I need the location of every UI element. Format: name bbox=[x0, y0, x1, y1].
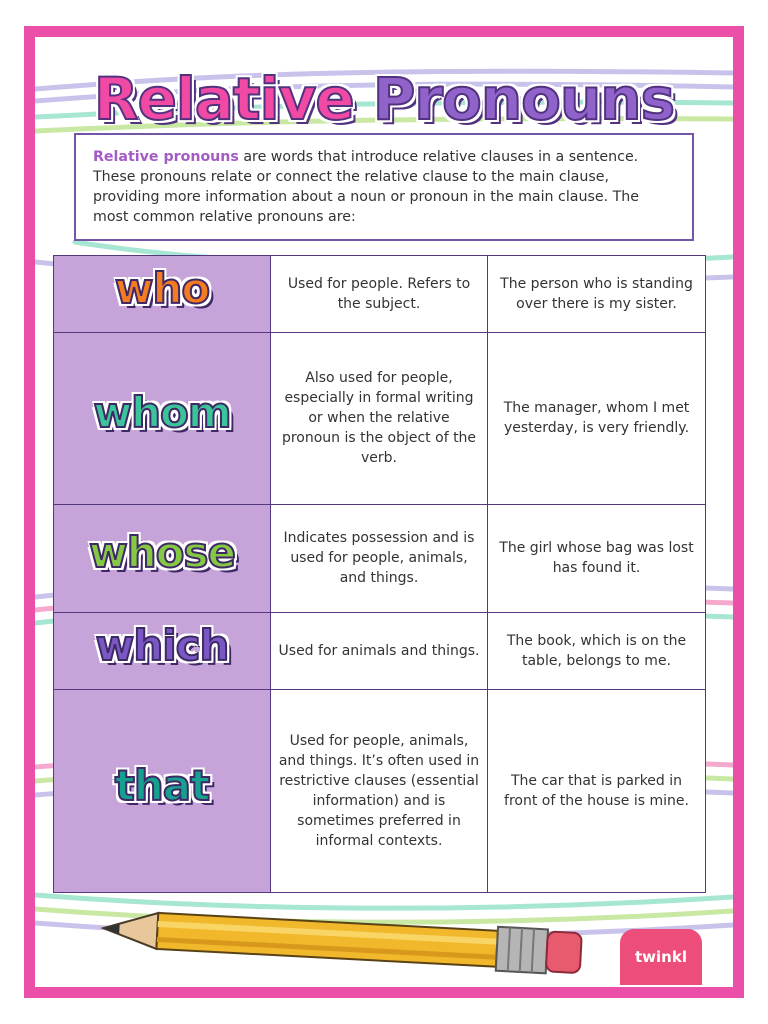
intro-lead: Relative pronouns bbox=[93, 149, 239, 165]
pronoun-word: that bbox=[114, 761, 210, 811]
pencil-icon bbox=[99, 903, 599, 983]
pronoun-word: whom bbox=[93, 388, 231, 438]
table-row bbox=[54, 333, 706, 504]
intro-box bbox=[74, 133, 694, 241]
example-cell: The girl whose bag was lost has found it. bbox=[488, 504, 706, 613]
usage-cell: Used for people. Refers to the subject. bbox=[271, 256, 488, 333]
pronoun-table bbox=[53, 255, 706, 893]
page-title bbox=[35, 63, 733, 135]
table-row bbox=[54, 256, 706, 333]
pronoun-cell bbox=[54, 504, 271, 613]
usage-cell: Also used for people, especially in formal writing or when the relative pronoun is the object of the verb. bbox=[271, 333, 488, 504]
pronoun-word: whose bbox=[88, 528, 236, 578]
usage-cell: Used for people, animals, and things. It’s often used in restrictive clauses (essential information) and is sometimes preferred in informal contexts. bbox=[271, 690, 488, 893]
table-row bbox=[54, 613, 706, 690]
intro-text: are words that introduce relative clauses in a sentence. These pronouns relate or connect the relative clause to the main clause, providing more information about a noun or pronoun in the main clause. The most common relative pronouns are: bbox=[93, 149, 640, 225]
pronoun-word: who bbox=[114, 264, 210, 314]
logo-text: twinkl bbox=[635, 948, 687, 966]
usage-cell: Indicates possession and is used for people, animals, and things. bbox=[271, 504, 488, 613]
table-row bbox=[54, 690, 706, 893]
example-cell: The book, which is on the table, belongs to me. bbox=[488, 613, 706, 690]
example-cell: The manager, whom I met yesterday, is very friendly. bbox=[488, 333, 706, 504]
title-word-relative: Relative bbox=[93, 65, 354, 133]
pronoun-cell bbox=[54, 613, 271, 690]
example-cell: The person who is standing over there is my sister. bbox=[488, 256, 706, 333]
pronoun-cell bbox=[54, 690, 271, 893]
twinkl-logo bbox=[620, 929, 702, 985]
title-word-pronouns: Pronouns bbox=[372, 65, 675, 133]
pronoun-cell bbox=[54, 256, 271, 333]
table-row bbox=[54, 504, 706, 613]
example-cell: The car that is parked in front of the house is mine. bbox=[488, 690, 706, 893]
usage-cell: Used for animals and things. bbox=[271, 613, 488, 690]
pronoun-cell bbox=[54, 333, 271, 504]
pronoun-word: which bbox=[95, 621, 229, 671]
poster-frame bbox=[24, 26, 744, 998]
